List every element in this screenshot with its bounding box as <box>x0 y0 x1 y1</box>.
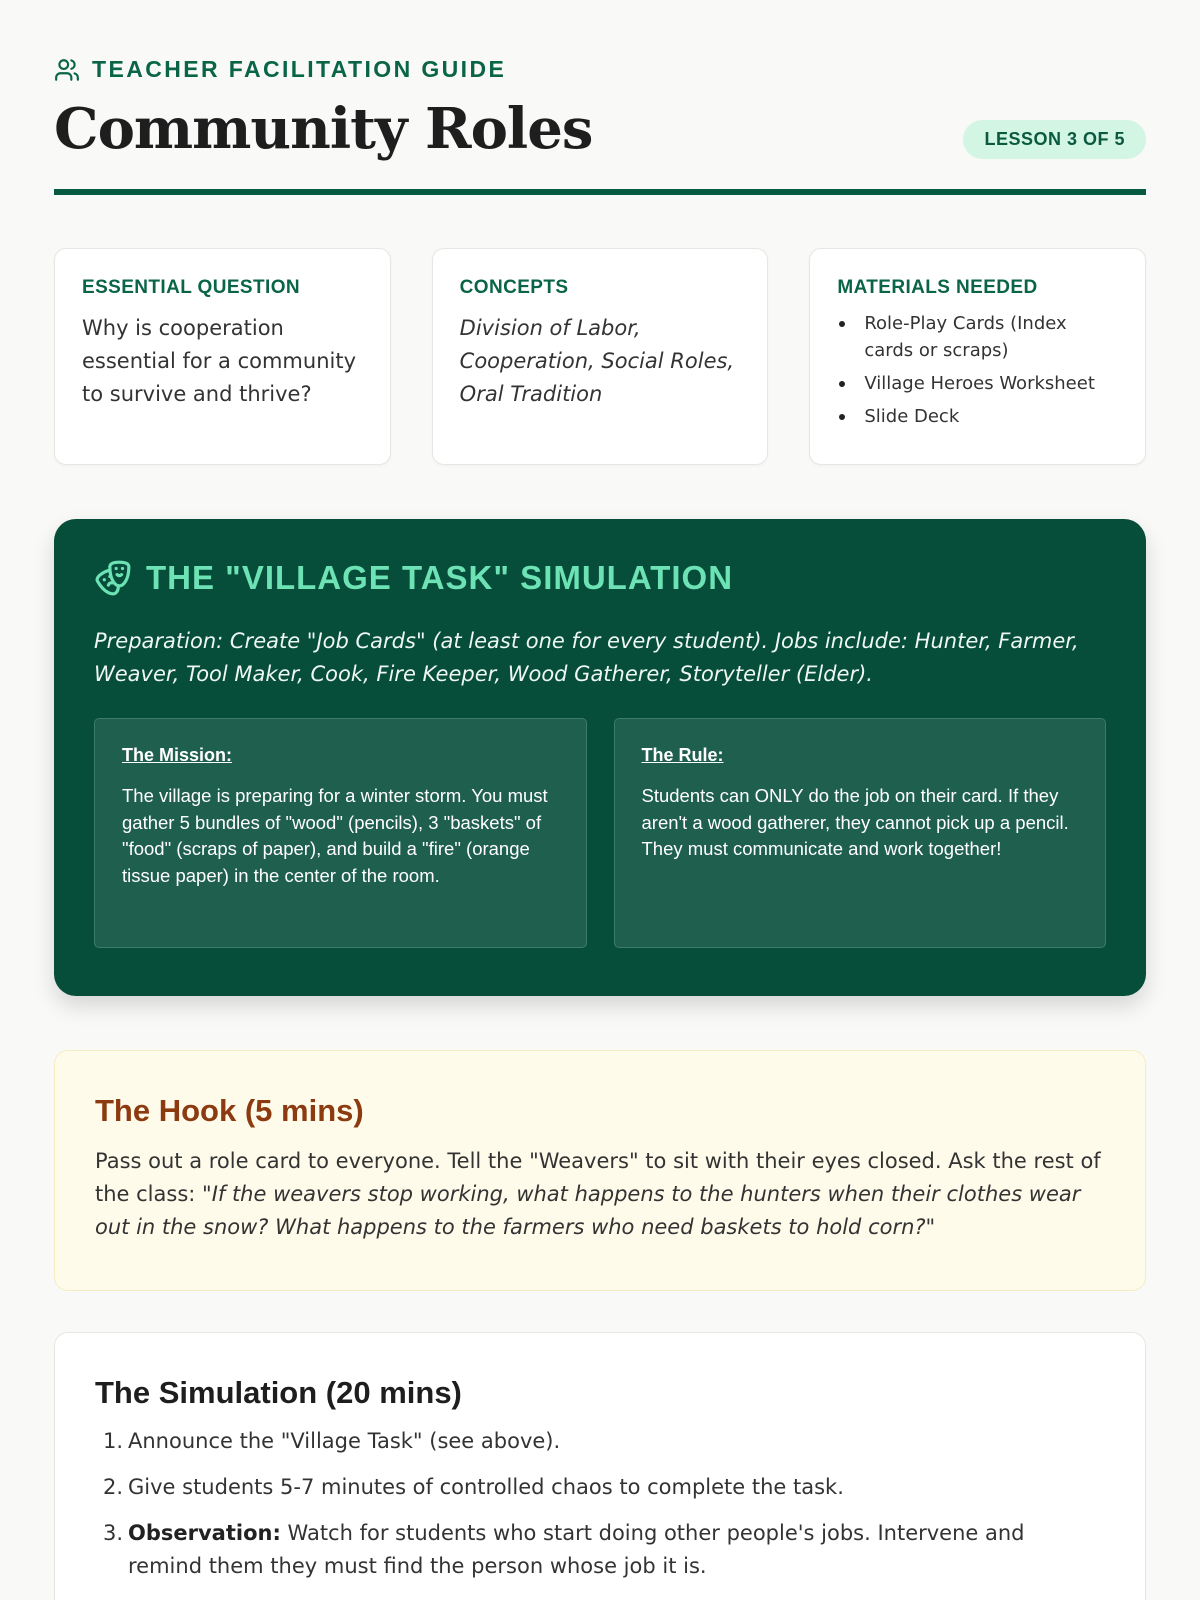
materials-list <box>837 310 1118 430</box>
list-item <box>95 1517 1105 1583</box>
lesson-badge: LESSON 3 OF 5 <box>963 120 1146 159</box>
step-bold-label: Observation: <box>128 1521 281 1545</box>
list-item: Slide Deck <box>837 403 1118 430</box>
list-item: Role-Play Cards (Index cards or scraps) <box>837 310 1118 364</box>
simulation-section <box>54 1332 1146 1600</box>
mission-title: The Mission: <box>122 745 233 765</box>
simulation-preparation: Preparation: Create "Job Cards" (at least one for every student). Jobs include: Hunter, Farmer, Weaver, Tool Maker, Cook, Fire Keeper, Wood Gatherer, Storyteller (Elder). <box>94 629 1079 686</box>
essential-question-card <box>54 248 391 465</box>
materials-label: MATERIALS NEEDED <box>837 277 1038 298</box>
concepts-card <box>432 248 769 465</box>
page-header <box>54 0 1146 195</box>
simulation-columns <box>94 718 1106 948</box>
hook-instructions: Pass out a role card to everyone. Tell the "Weavers" to sit with their eyes closed. Ask the rest of the class: <box>95 1149 1101 1206</box>
header-divider <box>54 189 1146 195</box>
essential-question-text: Why is cooperation essential for a community to survive and thrive? <box>82 316 356 406</box>
kicker-text: TEACHER FACILITATION GUIDE <box>92 56 507 82</box>
essential-question-label: ESSENTIAL QUESTION <box>82 277 300 298</box>
village-task-simulation-box <box>54 519 1146 996</box>
simulation-title: THE "VILLAGE TASK" SIMULATION <box>146 559 734 596</box>
step-text: Watch for students who start doing other people's jobs. Intervene and remind them they must find the person whose job it is. <box>128 1521 1025 1578</box>
rule-box <box>614 718 1107 948</box>
guide-kicker <box>54 56 1146 83</box>
overview-cards <box>54 248 1146 465</box>
step-text: Announce the "Village Task" (see above). <box>128 1429 561 1453</box>
hook-text <box>95 1145 1105 1244</box>
list-item <box>95 1425 1105 1458</box>
list-item <box>95 1471 1105 1504</box>
step-number: 1. <box>103 1429 124 1453</box>
simulation-section-title: The Simulation (20 mins) <box>95 1375 462 1410</box>
step-number: 3. <box>103 1521 124 1545</box>
hook-section <box>54 1050 1146 1291</box>
rule-text: Students can ONLY do the job on their card. If they aren't a wood gatherer, they cannot pick up a pencil. They must communicate and work together! <box>641 785 1069 859</box>
mission-box <box>94 718 587 948</box>
hook-quote: "If the weavers stop working, what happens to the hunters when their clothes wear out in the snow? What happens to the farmers who need baskets to hold corn?" <box>95 1182 1081 1239</box>
title-row <box>54 95 1146 163</box>
theater-masks-icon <box>94 559 132 597</box>
step-number: 2. <box>103 1475 124 1499</box>
concepts-label: CONCEPTS <box>459 277 569 298</box>
concepts-text: Division of Labor, Cooperation, Social Roles, Oral Tradition <box>459 316 735 406</box>
users-icon <box>54 57 80 83</box>
list-item: Village Heroes Worksheet <box>837 370 1118 397</box>
simulation-heading <box>94 559 1106 597</box>
simulation-steps <box>95 1425 1105 1583</box>
rule-title: The Rule: <box>641 745 724 765</box>
step-text: Give students 5-7 minutes of controlled chaos to complete the task. <box>128 1475 844 1499</box>
hook-title: The Hook (5 mins) <box>95 1093 364 1128</box>
page-title: Community Roles <box>54 96 593 162</box>
materials-card <box>809 248 1146 465</box>
mission-text: The village is preparing for a winter storm. You must gather 5 bundles of "wood" (pencils), 3 "baskets" of "food" (scraps of paper), and build a "fire" (orange tissue paper) in the center of the room. <box>122 785 548 886</box>
